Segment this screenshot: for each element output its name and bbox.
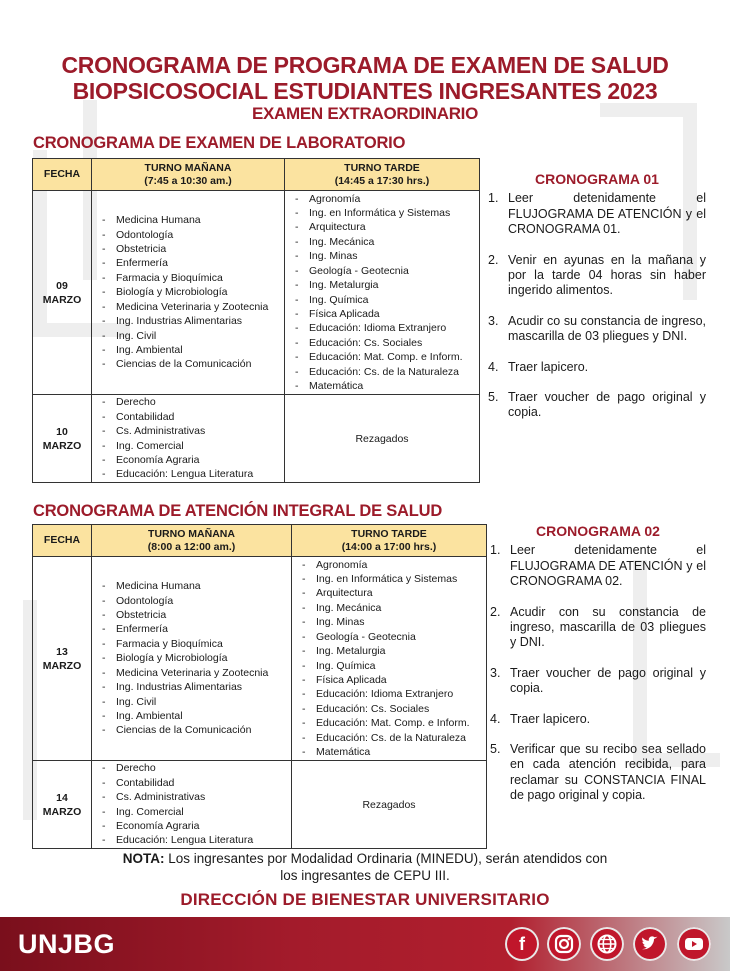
program-item: - Ing. en Informática y Sistemas xyxy=(295,206,479,220)
step-text: Acudir con su constancia de ingreso, mascarilla de 03 pliegues y DNI. xyxy=(510,604,706,650)
program-item: - Medicina Humana xyxy=(102,579,291,593)
col-header-manana-hours: (8:00 a 12:00 am.) xyxy=(147,540,236,553)
program-item: - Ing. Mecánica xyxy=(295,235,479,249)
facebook-icon[interactable]: f xyxy=(505,927,539,961)
program-item: - Cs. Administrativas xyxy=(102,424,284,438)
col-header-tarde xyxy=(285,159,480,191)
tarde-cell-rezagados: Rezagados xyxy=(292,761,487,849)
program-item: - Ing. Minas xyxy=(295,249,479,263)
date-cell xyxy=(33,557,92,761)
step-number: 4. xyxy=(488,359,499,374)
program-item: - Física Aplicada xyxy=(302,673,486,687)
step-item xyxy=(488,253,706,299)
col-header-tarde xyxy=(292,525,487,557)
nota-block xyxy=(0,850,730,884)
date-day: 14 xyxy=(56,791,68,804)
step-text: Traer voucher de pago original y copia. xyxy=(510,665,706,696)
step-text: Acudir co su constancia de ingreso, mascarilla de 03 pliegues y DNI. xyxy=(508,313,706,344)
step-number: 4. xyxy=(490,711,501,726)
date-day: 09 xyxy=(56,279,68,292)
col-header-manana-hours: (7:45 a 10:30 am.) xyxy=(144,174,232,187)
col-header-manana xyxy=(92,525,292,557)
program-item: - Agronomía xyxy=(302,558,486,572)
col-header-manana xyxy=(92,159,285,191)
program-item: - Educación: Lengua Literatura xyxy=(102,833,291,847)
step-text: Traer lapicero. xyxy=(508,359,589,374)
date-cell xyxy=(33,191,92,395)
unjbg-logo: UNJBG xyxy=(18,929,116,959)
program-item: - Medicina Humana xyxy=(102,213,284,227)
program-item: - Enfermería xyxy=(102,256,284,270)
main-title-line-1: CRONOGRAMA DE PROGRAMA DE EXAMEN DE SALUD xyxy=(61,52,669,78)
program-item: - Economía Agraria xyxy=(102,453,284,467)
program-item: - Educación: Mat. Comp. e Inform. xyxy=(302,716,486,730)
program-list xyxy=(92,213,284,371)
program-item: - Ing. Comercial xyxy=(102,805,291,819)
nota-text-2: los ingresantes de CEPU III. xyxy=(280,868,450,883)
program-list xyxy=(292,558,486,760)
col-header-manana-label: TURNO MAÑANA xyxy=(144,161,232,174)
step-item xyxy=(490,605,706,651)
program-item: - Arquitectura xyxy=(302,586,486,600)
main-title-line-2: BIOPSICOSOCIAL ESTUDIANTES INGRESANTES 2023 xyxy=(72,78,658,104)
cronograma-02-title: CRONOGRAMA 02 xyxy=(536,523,660,539)
tarde-cell xyxy=(285,191,480,395)
program-item: - Ing. Civil xyxy=(102,695,291,709)
youtube-icon[interactable] xyxy=(677,927,711,961)
program-item: - Economía Agraria xyxy=(102,819,291,833)
direccion-title: DIRECCIÓN DE BIENESTAR UNIVERSITARIO xyxy=(180,890,550,909)
program-item: - Educación: Lengua Literatura xyxy=(102,467,284,481)
program-item: - Educación: Cs. de la Naturaleza xyxy=(302,731,486,745)
program-item: - Ing. Comercial xyxy=(102,439,284,453)
program-item: - Odontología xyxy=(102,594,291,608)
program-list xyxy=(92,579,291,737)
nota-text-1: Los ingresantes por Modalidad Ordinaria (MINEDU), serán atendidos con xyxy=(168,851,608,866)
table-row xyxy=(33,395,480,483)
program-item: - Educación: Cs. Sociales xyxy=(302,702,486,716)
manana-cell xyxy=(92,761,292,849)
program-item: - Contabilidad xyxy=(102,410,284,424)
manana-cell xyxy=(92,395,285,483)
program-item: - Matemática xyxy=(295,379,479,393)
program-item: - Contabilidad xyxy=(102,776,291,790)
date-month: MARZO xyxy=(42,805,82,818)
col-header-fecha: FECHA xyxy=(33,159,92,191)
step-text: Traer lapicero. xyxy=(510,711,591,726)
cronograma-02-panel xyxy=(490,524,706,819)
date-day: 13 xyxy=(56,645,68,658)
program-item: - Obstetricia xyxy=(102,608,291,622)
program-item: - Educación: Cs. de la Naturaleza xyxy=(295,365,479,379)
program-item: - Ciencias de la Comunicación xyxy=(102,357,284,371)
program-item: - Farmacia y Bioquímica xyxy=(102,271,284,285)
date-cell xyxy=(33,395,92,483)
col-header-tarde-hours: (14:00 a 17:00 hrs.) xyxy=(341,540,437,553)
program-item: - Educación: Idioma Extranjero xyxy=(302,687,486,701)
program-item: - Ing. Minas xyxy=(302,615,486,629)
salud-section-title: CRONOGRAMA DE ATENCIÓN INTEGRAL DE SALUD xyxy=(33,502,443,520)
program-item: - Educación: Mat. Comp. e Inform. xyxy=(295,350,479,364)
table-row xyxy=(33,761,487,849)
step-item xyxy=(488,314,706,345)
instagram-icon[interactable] xyxy=(547,927,581,961)
step-number: 2. xyxy=(490,604,501,619)
subtitle: EXAMEN EXTRAORDINARIO xyxy=(251,104,479,123)
cronograma-01-panel xyxy=(488,172,706,436)
tarde-cell xyxy=(292,557,487,761)
program-item: - Enfermería xyxy=(102,622,291,636)
program-item: - Ing. Industrias Alimentarias xyxy=(102,314,284,328)
date-cell xyxy=(33,761,92,849)
step-text: Leer detenidamente el FLUJOGRAMA DE ATENCIÓN y el CRONOGRAMA 01. xyxy=(508,191,706,237)
step-item xyxy=(490,742,706,804)
program-item: - Ing. Metalurgia xyxy=(302,644,486,658)
program-item: - Obstetricia xyxy=(102,242,284,256)
date-month: MARZO xyxy=(42,659,82,672)
twitter-icon[interactable] xyxy=(633,927,667,961)
table-row xyxy=(33,557,487,761)
program-item: - Biología y Microbiología xyxy=(102,651,291,665)
program-item: - Biología y Microbiología xyxy=(102,285,284,299)
program-item: - Educación: Cs. Sociales xyxy=(295,336,479,350)
step-number: 5. xyxy=(488,390,499,405)
program-item: - Ciencias de la Comunicación xyxy=(102,723,291,737)
program-item: - Medicina Veterinaria y Zootecnia xyxy=(102,666,291,680)
col-header-fecha: FECHA xyxy=(33,525,92,557)
program-item: - Ing. Metalurgia xyxy=(295,278,479,292)
program-item: - Medicina Veterinaria y Zootecnia xyxy=(102,300,284,314)
step-text: Venir en ayunas en la mañana y por la tarde 04 horas sin haber ingerido alimentos. xyxy=(508,252,706,298)
step-item xyxy=(490,666,706,697)
step-item xyxy=(488,191,706,237)
step-item xyxy=(490,543,706,589)
web-icon[interactable] xyxy=(590,927,624,961)
program-list xyxy=(92,395,284,481)
col-header-manana-label: TURNO MAÑANA xyxy=(148,527,235,540)
step-text: Traer voucher de pago original y copia. xyxy=(508,390,706,420)
step-item xyxy=(490,712,706,727)
step-number: 1. xyxy=(490,543,501,558)
table-row xyxy=(33,191,480,395)
col-header-tarde-label: TURNO TARDE xyxy=(351,527,427,540)
program-item: - Derecho xyxy=(102,761,291,775)
cronograma-01-steps xyxy=(488,191,706,420)
cronograma-01-title: CRONOGRAMA 01 xyxy=(535,171,659,187)
step-text: Verificar que su recibo sea sellado en cada atención recibida, para reclamar su CONSTANCIA FINAL de pago original y copia. xyxy=(510,742,706,803)
manana-cell xyxy=(92,191,285,395)
program-item: - Geología - Geotecnia xyxy=(302,630,486,644)
program-item: - Ing. en Informática y Sistemas xyxy=(302,572,486,586)
tarde-cell-rezagados: Rezagados xyxy=(285,395,480,483)
col-header-tarde-label: TURNO TARDE xyxy=(344,161,420,174)
program-item: - Ing. Civil xyxy=(102,329,284,343)
program-item: - Educación: Idioma Extranjero xyxy=(295,321,479,335)
program-list xyxy=(92,761,291,847)
program-item: - Ing. Mecánica xyxy=(302,601,486,615)
program-item: - Física Aplicada xyxy=(295,307,479,321)
program-item: - Ing. Ambiental xyxy=(102,343,284,357)
program-list xyxy=(285,192,479,394)
step-number: 2. xyxy=(488,252,499,267)
program-item: - Ing. Química xyxy=(295,293,479,307)
program-item: - Ing. Ambiental xyxy=(102,709,291,723)
date-day: 10 xyxy=(56,425,68,438)
col-header-tarde-hours: (14:45 a 17:30 hrs.) xyxy=(334,174,430,187)
step-number: 3. xyxy=(488,313,499,328)
program-item: - Cs. Administrativas xyxy=(102,790,291,804)
step-item xyxy=(488,390,706,421)
date-month: MARZO xyxy=(42,293,82,306)
program-item: - Derecho xyxy=(102,395,284,409)
date-month: MARZO xyxy=(42,439,82,452)
program-item: - Matemática xyxy=(302,745,486,759)
salud-schedule-table xyxy=(32,524,487,849)
step-number: 1. xyxy=(488,191,499,206)
lab-schedule-table xyxy=(32,158,480,483)
step-number: 3. xyxy=(490,665,501,680)
program-item: - Agronomía xyxy=(295,192,479,206)
step-text: Leer detenidamente el FLUJOGRAMA DE ATENCIÓN y el CRONOGRAMA 02. xyxy=(510,543,706,589)
program-item: - Ing. Industrias Alimentarias xyxy=(102,680,291,694)
lab-section-title: CRONOGRAMA DE EXAMEN DE LABORATORIO xyxy=(33,134,406,152)
step-item xyxy=(488,360,706,375)
nota-label: NOTA: xyxy=(122,851,165,866)
manana-cell xyxy=(92,557,292,761)
program-item: - Arquitectura xyxy=(295,220,479,234)
program-item: - Farmacia y Bioquímica xyxy=(102,637,291,651)
step-number: 5. xyxy=(490,742,501,757)
program-item: - Ing. Química xyxy=(302,659,486,673)
program-item: - Geología - Geotecnia xyxy=(295,264,479,278)
program-item: - Odontología xyxy=(102,228,284,242)
cronograma-02-steps xyxy=(490,543,706,803)
